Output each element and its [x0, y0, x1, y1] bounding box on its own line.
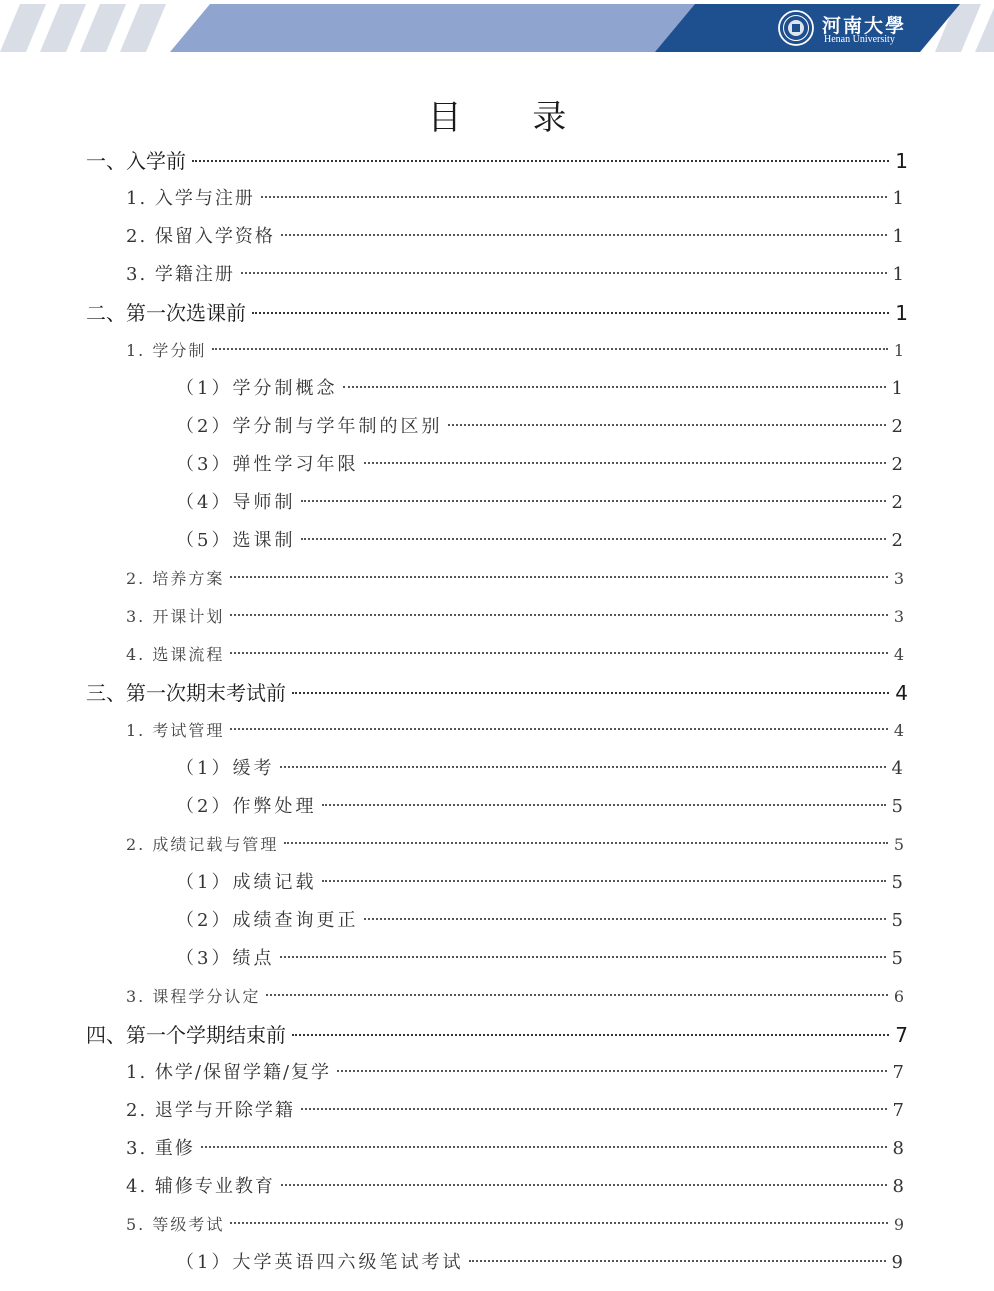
- toc-entry-page-number: 4: [895, 681, 908, 705]
- university-name-cn: 河南大學: [822, 15, 907, 37]
- toc-entry-label: 4. 选课流程: [126, 645, 225, 664]
- toc-entry[interactable]: [176, 408, 906, 446]
- toc-entry-page-number: 9: [893, 1215, 906, 1234]
- toc-entry[interactable]: [176, 370, 906, 408]
- dot-leader: [192, 160, 889, 162]
- toc-entry[interactable]: [126, 218, 906, 256]
- toc-entry-page-number: 3: [893, 569, 906, 588]
- toc-entry-page-number: 4: [893, 721, 906, 740]
- toc-entry-label: （1）学分制概念: [176, 378, 338, 399]
- toc-entry-label: 2. 培养方案: [126, 569, 225, 588]
- toc-entry-label: （2）成绩查询更正: [176, 910, 359, 931]
- toc-entry-label: 2. 退学与开除学籍: [126, 1100, 295, 1121]
- toc-entry[interactable]: [126, 1130, 906, 1168]
- toc-entry-label: 二、第一次选课前: [86, 301, 246, 325]
- toc-entry-page-number: 1: [892, 264, 906, 285]
- dot-leader: [281, 234, 887, 236]
- toc-entry[interactable]: [176, 1244, 906, 1282]
- dot-leader: [364, 462, 885, 464]
- toc-entry[interactable]: [126, 180, 906, 218]
- toc-entry[interactable]: [126, 636, 906, 674]
- toc-entry-page-number: 4: [891, 758, 906, 779]
- toc-entry[interactable]: [126, 1168, 906, 1206]
- toc-entry-page-number: 8: [892, 1176, 906, 1197]
- dot-leader: [201, 1146, 887, 1148]
- toc-entry-label: （3）弹性学习年限: [176, 454, 359, 475]
- toc-entry-label: 1. 休学/保留学籍/复学: [126, 1062, 332, 1083]
- toc-entry[interactable]: [86, 1016, 908, 1054]
- toc-entry[interactable]: [176, 484, 906, 522]
- toc-entry[interactable]: [176, 522, 906, 560]
- toc-entry-label: 3. 开课计划: [126, 607, 225, 626]
- toc-entry-label: 3. 课程学分认定: [126, 987, 261, 1006]
- toc-entry[interactable]: [176, 902, 906, 940]
- toc-entry-page-number: 3: [893, 607, 906, 626]
- toc-entry[interactable]: [126, 332, 906, 370]
- university-name-en: Henan University: [824, 34, 895, 45]
- toc-entry-page-number: 5: [891, 910, 906, 931]
- dot-leader: [266, 994, 887, 996]
- toc-entry-label: （2）作弊处理: [176, 796, 317, 817]
- dot-leader: [230, 1222, 887, 1224]
- dot-leader: [301, 1108, 887, 1110]
- toc-entry-label: 2. 成绩记载与管理: [126, 835, 279, 854]
- dot-leader: [280, 956, 885, 958]
- dot-leader: [292, 1034, 889, 1036]
- dot-leader: [301, 538, 885, 540]
- dot-leader: [281, 1184, 887, 1186]
- toc-entry-page-number: 2: [891, 416, 906, 437]
- university-logo: [778, 8, 908, 48]
- toc-entry-page-number: 5: [891, 872, 906, 893]
- toc-entry-page-number: 5: [893, 835, 906, 854]
- toc-entry-page-number: 9: [891, 1252, 906, 1273]
- toc-entry-page-number: 2: [891, 530, 906, 551]
- toc-entry[interactable]: [126, 1092, 906, 1130]
- toc-entry-page-number: 2: [891, 454, 906, 475]
- dot-leader: [252, 312, 889, 314]
- toc-entry-label: 1. 入学与注册: [126, 188, 255, 209]
- toc-entry-page-number: 7: [892, 1062, 906, 1083]
- toc-entry[interactable]: [126, 560, 906, 598]
- dot-leader: [322, 804, 885, 806]
- dot-leader: [322, 880, 885, 882]
- toc-entry[interactable]: [126, 826, 906, 864]
- toc-entry[interactable]: [86, 674, 908, 712]
- page-title: 目 录: [427, 98, 597, 138]
- toc-entry[interactable]: [176, 750, 906, 788]
- toc-entry-page-number: 1: [895, 301, 908, 325]
- toc-entry-page-number: 1: [892, 226, 906, 247]
- toc-entry-label: 三、第一次期末考试前: [86, 681, 286, 705]
- toc-entry-page-number: 6: [893, 987, 906, 1006]
- toc-entry-page-number: 7: [892, 1100, 906, 1121]
- toc-entry-label: （2）学分制与学年制的区别: [176, 416, 443, 437]
- toc-entry[interactable]: [126, 1054, 906, 1092]
- toc-entry[interactable]: [126, 978, 906, 1016]
- toc-entry-label: （5）选课制: [176, 530, 296, 551]
- toc-entry-label: 5. 等级考试: [126, 1215, 225, 1234]
- toc-entry-label: 2. 保留入学资格: [126, 226, 275, 247]
- toc-entry[interactable]: [126, 712, 906, 750]
- toc-entry[interactable]: [176, 788, 906, 826]
- toc-entry[interactable]: [126, 1206, 906, 1244]
- toc-entry-page-number: 1: [893, 341, 906, 360]
- toc-entry-label: 一、入学前: [86, 149, 186, 173]
- toc-entry-page-number: 5: [891, 796, 906, 817]
- toc-entry-page-number: 5: [891, 948, 906, 969]
- toc-entry-label: 1. 学分制: [126, 341, 207, 360]
- dot-leader: [230, 652, 887, 654]
- toc-entry-label: （1）大学英语四六级笔试考试: [176, 1252, 464, 1273]
- header-banner: [0, 0, 994, 58]
- dot-leader: [292, 692, 889, 694]
- toc-entry[interactable]: [176, 864, 906, 902]
- toc-entry-page-number: 8: [892, 1138, 906, 1159]
- toc-entry-page-number: 1: [891, 378, 906, 399]
- dot-leader: [212, 348, 887, 350]
- toc-entry[interactable]: [86, 294, 908, 332]
- dot-leader: [230, 614, 887, 616]
- toc-entry-label: 3. 学籍注册: [126, 264, 235, 285]
- toc-entry-label: （4）导师制: [176, 492, 296, 513]
- toc-entry-label: 1. 考试管理: [126, 721, 225, 740]
- dot-leader: [280, 766, 885, 768]
- dot-leader: [469, 1260, 885, 1262]
- toc-entry[interactable]: [176, 446, 906, 484]
- toc-entry-label: （1）缓考: [176, 758, 275, 779]
- toc-entry-label: 4. 辅修专业教育: [126, 1176, 275, 1197]
- dot-leader: [364, 918, 885, 920]
- toc-entry-label: （1）成绩记载: [176, 872, 317, 893]
- dot-leader: [448, 424, 885, 426]
- dot-leader: [343, 386, 885, 388]
- toc-entry-page-number: 1: [895, 149, 908, 173]
- dot-leader: [337, 1070, 887, 1072]
- toc-entry[interactable]: [176, 940, 906, 978]
- dot-leader: [284, 842, 887, 844]
- toc-entry-page-number: 2: [891, 492, 906, 513]
- dot-leader: [230, 728, 887, 730]
- toc-entry-page-number: 7: [895, 1023, 908, 1047]
- dot-leader: [241, 272, 887, 274]
- toc-entry[interactable]: [126, 256, 906, 294]
- toc-entry-label: 四、第一个学期结束前: [86, 1023, 286, 1047]
- dot-leader: [301, 500, 885, 502]
- toc-entry-page-number: 1: [892, 188, 906, 209]
- toc-entry[interactable]: [86, 142, 908, 180]
- toc-entry[interactable]: [126, 598, 906, 636]
- university-seal-icon: [778, 10, 814, 46]
- toc-entry-label: （3）绩点: [176, 948, 275, 969]
- dot-leader: [261, 196, 887, 198]
- dot-leader: [230, 576, 887, 578]
- toc-entry-page-number: 4: [893, 645, 906, 664]
- toc-entry-label: 3. 重修: [126, 1138, 195, 1159]
